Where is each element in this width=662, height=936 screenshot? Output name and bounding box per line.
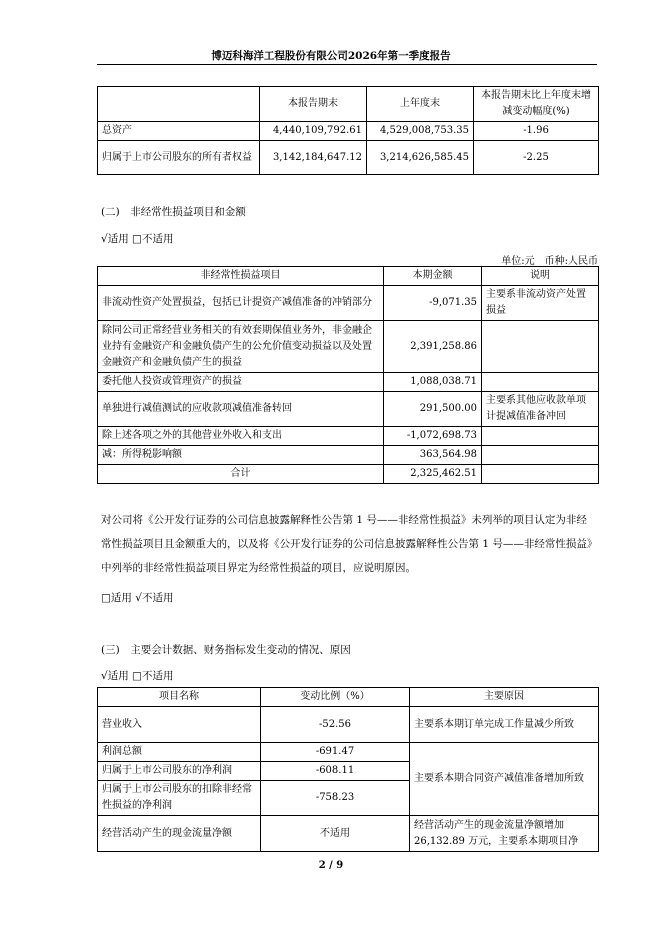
total-row	[98, 465, 599, 484]
header-cell: 非经常性损益项目	[98, 267, 384, 286]
item-cell: 营业收入	[98, 707, 261, 743]
total-label: 合计	[98, 465, 384, 484]
item-cell: 减：所得税影响额	[98, 446, 384, 465]
page-number: 2 / 9	[318, 860, 344, 871]
applicable-checkbox-line: √适用 □不适用	[101, 233, 174, 245]
table-row	[98, 707, 599, 743]
table-row	[98, 373, 599, 392]
table-row	[98, 743, 599, 762]
item-cell: 除同公司正常经营业务相关的有效套期保值业务外，非金融企业持有金融资产和金融负债产生的公允价值变动损益以及处置金融资产和金融负债产生的损益	[98, 321, 384, 373]
header-cell: 变动比例（%）	[261, 688, 410, 707]
item-cell: 除上述各项之外的其他营业外收入和支出	[98, 427, 384, 446]
note-cell	[482, 427, 599, 446]
item-cell: 委托他人投资或管理资产的损益	[98, 373, 384, 392]
ratio-cell: -52.56	[261, 707, 410, 743]
header-cell: 本报告期末	[260, 87, 367, 122]
applicable-checkbox-line: □适用 √不适用	[101, 592, 174, 604]
note-cell	[482, 465, 599, 484]
note-cell	[482, 321, 599, 373]
table-row	[98, 286, 599, 321]
item-cell: 利润总额	[98, 743, 261, 762]
value-cell: 3,214,626,585.45	[367, 141, 474, 175]
header-cell: 项目名称	[98, 688, 261, 707]
amount-cell: -1,072,698.73	[384, 427, 482, 446]
ratio-cell: -608.11	[261, 762, 410, 781]
reason-cell: 主要系本期订单完成工作量减少所致	[410, 707, 599, 743]
explanation-paragraph: 对公司将《公开发行证券的公司信息披露解释性公告第 1 号——非经常性损益》未列举的项目认定为非经常性损益项目且金额重大的，以及将《公开发行证券的公司信息披露解释性公告第 1 号——非经常性损益》中列举的非经常性损益项目界定为经常性损益的项目，应说明原因。	[101, 514, 593, 574]
section-title: (三) 主要会计数据、财务指标发生变动的情况、原因	[101, 644, 351, 656]
ratio-cell: -758.23	[261, 781, 410, 816]
table-row	[98, 122, 599, 141]
amount-cell: 1,088,038.71	[384, 373, 482, 392]
section-title: (二) 非经常性损益项目和金额	[101, 206, 246, 218]
non-recurring-table	[97, 266, 599, 484]
table-row	[98, 321, 599, 373]
amount-cell: 2,391,258.86	[384, 321, 482, 373]
unit-note: 单位:元 币种:人民币	[501, 256, 598, 267]
ratio-cell: -691.47	[261, 743, 410, 762]
table-row	[98, 446, 599, 465]
total-value: 2,325,462.51	[384, 465, 482, 484]
reason-cell: 主要系本期合同资产减值准备增加所致	[410, 743, 599, 816]
value-cell: 4,440,109,792.61	[260, 122, 367, 141]
item-cell: 归属于上市公司股东的扣除非经常性损益的净利润	[98, 781, 261, 816]
header-cell: 本报告期末比上年度末增减变动幅度(%)	[474, 87, 599, 122]
ratio-cell: 不适用	[261, 816, 410, 852]
reason-cell: 经营活动产生的现金流量净额增加26,132.89 万元，主要系本期项目净	[410, 816, 599, 852]
table-row	[98, 427, 599, 446]
value-cell: 4,529,008,753.35	[367, 122, 474, 141]
table-header-row	[98, 87, 599, 122]
note-cell	[482, 446, 599, 465]
header-cell: 上年度末	[367, 87, 474, 122]
item-cell: 非流动性资产处置损益，包括已计提资产减值准备的冲销部分	[98, 286, 384, 321]
header-cell: 主要原因	[410, 688, 599, 707]
item-cell: 经营活动产生的现金流量净额	[98, 816, 261, 852]
item-cell: 单独进行减值测试的应收款项减值准备转回	[98, 392, 384, 427]
table-row	[98, 141, 599, 175]
key-indicators-table	[97, 687, 599, 852]
row-label: 归属于上市公司股东的所有者权益	[98, 141, 260, 175]
header-cell	[98, 87, 260, 122]
value-cell: -2.25	[474, 141, 599, 175]
applicable-checkbox-line: √适用 □不适用	[101, 670, 174, 682]
amount-cell: 363,564.98	[384, 446, 482, 465]
note-cell: 主要系非流动资产处置损益	[482, 286, 599, 321]
table-header-row	[98, 267, 599, 286]
amount-cell: 291,500.00	[384, 392, 482, 427]
table-header-row	[98, 688, 599, 707]
value-cell: 3,142,184,647.12	[260, 141, 367, 175]
header-cell: 本期金额	[384, 267, 482, 286]
header-divider	[97, 64, 597, 65]
note-cell: 主要系其他应收款单项计提减值准备冲回	[482, 392, 599, 427]
amount-cell: -9,071.35	[384, 286, 482, 321]
page-header: 博迈科海洋工程股份有限公司2026年第一季度报告	[211, 50, 451, 62]
table-row	[98, 392, 599, 427]
item-cell: 归属于上市公司股东的净利润	[98, 762, 261, 781]
note-cell	[482, 373, 599, 392]
header-cell: 说明	[482, 267, 599, 286]
value-cell: -1.96	[474, 122, 599, 141]
table-row	[98, 816, 599, 852]
balance-summary-table	[97, 86, 599, 175]
row-label: 总资产	[98, 122, 260, 141]
